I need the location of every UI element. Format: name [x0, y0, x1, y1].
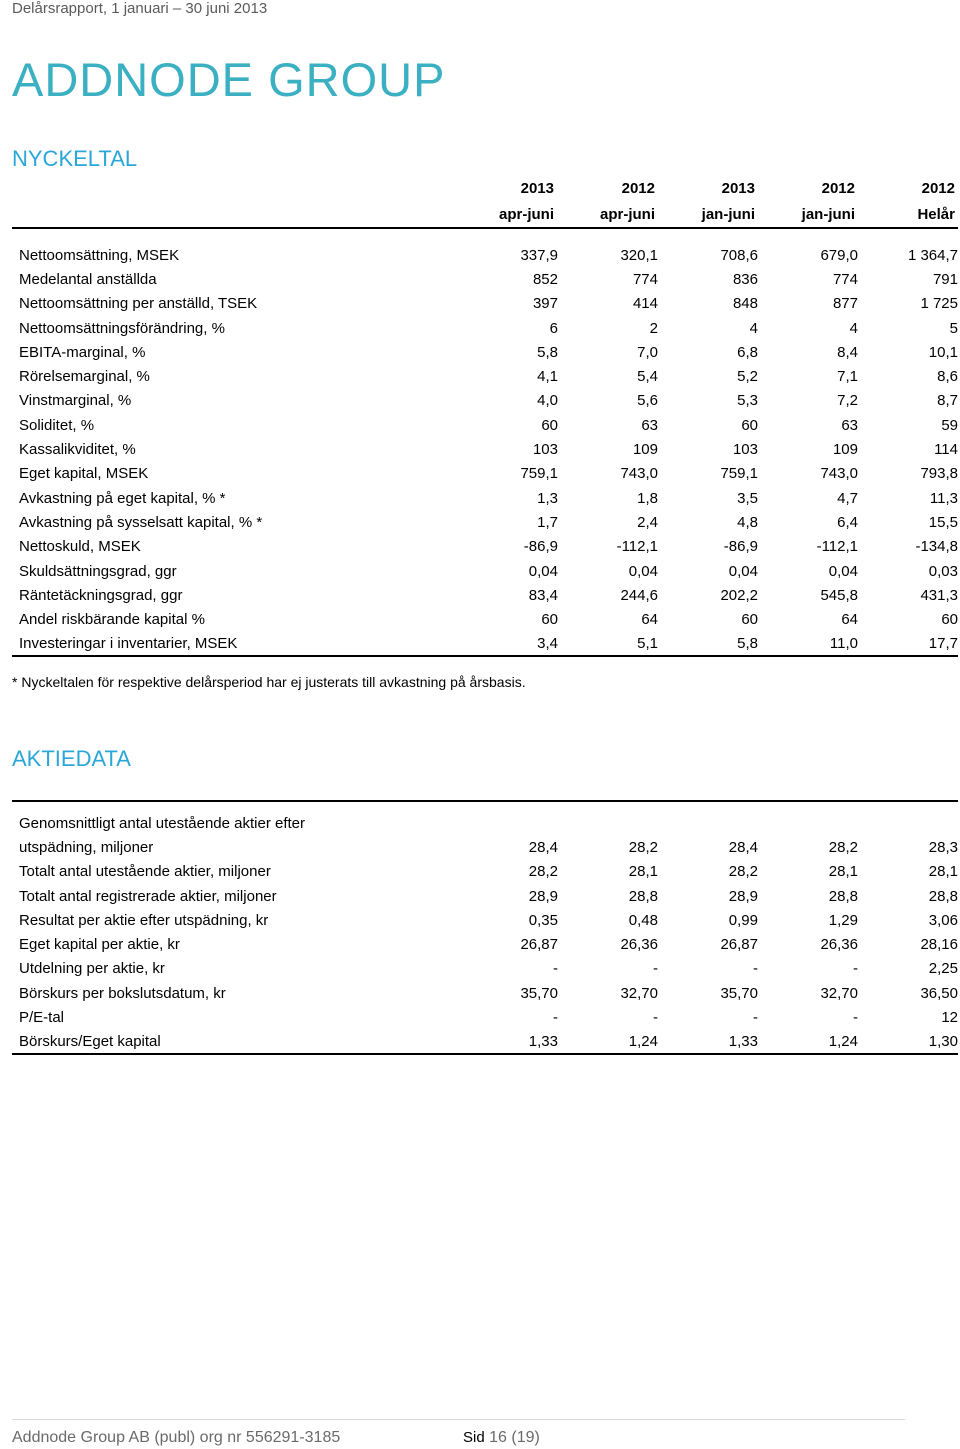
cell-value: 1,30	[928, 1033, 958, 1051]
cell-value: 64	[841, 611, 858, 629]
aktiedata-bottom-rule	[12, 1053, 958, 1055]
cell-value: -112,1	[616, 538, 658, 556]
cell-value: 28,2	[528, 863, 558, 881]
cell-value: 28,2	[828, 838, 858, 856]
row-label: Avkastning på eget kapital, % *	[19, 489, 226, 507]
table-row	[12, 811, 958, 835]
table-row	[12, 364, 958, 388]
row-label: Skuldsättningsgrad, ggr	[19, 562, 177, 580]
cell-value: -	[753, 960, 758, 978]
column-header	[0, 180, 960, 228]
cell-value: 28,2	[628, 838, 658, 856]
cell-value: 3,5	[737, 489, 758, 507]
cell-value: 28,8	[928, 887, 958, 905]
cell-value: -	[653, 960, 658, 978]
footer-rule	[12, 1419, 905, 1420]
row-label: Nettoomsättningsförändring, %	[19, 319, 225, 337]
cell-value: -86,9	[723, 538, 758, 556]
cell-value: 743,0	[820, 465, 858, 483]
cell-value: 60	[741, 611, 758, 629]
cell-value: 6,8	[737, 343, 758, 361]
cell-value: 774	[832, 270, 858, 288]
cell-value: 0,04	[728, 562, 758, 580]
column-year: 2013	[721, 180, 755, 197]
running-head: Delårsrapport, 1 januari – 30 juni 2013	[12, 0, 268, 17]
cell-value: 244,6	[620, 586, 658, 604]
cell-value: 60	[541, 611, 558, 629]
cell-value: 26,36	[820, 936, 858, 954]
cell-value: 28,8	[828, 887, 858, 905]
table-row	[12, 908, 958, 932]
row-label: Genomsnittligt antal utestående aktier efter	[19, 814, 305, 832]
table-row	[12, 316, 958, 340]
cell-value: 1,8	[637, 489, 658, 507]
cell-value: 1,24	[828, 1033, 858, 1051]
cell-value: 4,8	[737, 513, 758, 531]
cell-value: 28,1	[628, 863, 658, 881]
cell-value: 431,3	[920, 586, 958, 604]
cell-value: -86,9	[523, 538, 558, 556]
cell-value: 5,4	[637, 368, 658, 386]
table-row	[12, 860, 958, 884]
aktiedata-table	[12, 811, 958, 1054]
table-bottom-rule	[12, 655, 958, 657]
cell-value: 4,0	[537, 392, 558, 410]
cell-value: 1,3	[537, 489, 558, 507]
cell-value: 4	[849, 319, 858, 337]
cell-value: 6	[549, 319, 558, 337]
column-period: jan-juni	[801, 206, 855, 223]
row-label: Totalt antal registrerade aktier, miljoner	[19, 887, 277, 905]
cell-value: -	[853, 960, 858, 978]
cell-value: -134,8	[915, 538, 958, 556]
cell-value: 759,1	[720, 465, 758, 483]
row-label: Räntetäckningsgrad, ggr	[19, 586, 183, 604]
aktiedata-top-rule	[12, 800, 958, 802]
row-label: Medelantal anställda	[19, 270, 157, 288]
cell-value: 32,70	[620, 984, 658, 1002]
cell-value: 793,8	[920, 465, 958, 483]
row-label: Eget kapital per aktie, kr	[19, 936, 180, 954]
cell-value: 4	[749, 319, 758, 337]
cell-value: 32,70	[820, 984, 858, 1002]
cell-value: 28,9	[728, 887, 758, 905]
row-label: Nettoskuld, MSEK	[19, 538, 141, 556]
cell-value: 103	[732, 441, 758, 459]
cell-value: 60	[741, 416, 758, 434]
cell-value: 0,04	[528, 562, 558, 580]
cell-value: 397	[532, 295, 558, 313]
cell-value: 26,36	[620, 936, 658, 954]
cell-value: -	[553, 960, 558, 978]
cell-value: 5,6	[637, 392, 658, 410]
cell-value: 17,7	[928, 635, 958, 653]
page-label: Sid	[463, 1429, 485, 1446]
cell-value: 28,1	[828, 863, 858, 881]
cell-value: 8,4	[837, 343, 858, 361]
table-row	[12, 413, 958, 437]
row-label: Nettoomsättning, MSEK	[19, 246, 180, 264]
table-row	[12, 510, 958, 534]
cell-value: 60	[941, 611, 958, 629]
table-row	[12, 340, 958, 364]
column-period: Helår	[917, 206, 955, 223]
cell-value: 10,1	[928, 343, 958, 361]
table-row	[12, 607, 958, 631]
cell-value: 15,5	[928, 513, 958, 531]
cell-value: 5,1	[637, 635, 658, 653]
column-period: jan-juni	[701, 206, 755, 223]
row-label: Rörelsemarginal, %	[19, 368, 150, 386]
cell-value: 11,3	[929, 489, 958, 507]
cell-value: 1,7	[537, 513, 558, 531]
row-label: Utdelning per aktie, kr	[19, 960, 165, 978]
cell-value: 8,7	[937, 392, 958, 410]
section-title-nyckeltal: NYCKELTAL	[12, 146, 138, 171]
cell-value: 877	[832, 295, 858, 313]
row-label: Investeringar i inventarier, MSEK	[19, 635, 238, 653]
column-year: 2013	[520, 180, 554, 197]
cell-value: 7,0	[637, 343, 658, 361]
cell-value: 774	[632, 270, 658, 288]
footnote: * Nyckeltalen för respektive delårsperiod har ej justerats till avkastning på årsbasis.	[12, 674, 526, 690]
footer-company: Addnode Group AB (publ) org nr 556291-3185	[12, 1429, 341, 1446]
table-row	[12, 559, 958, 583]
row-label: P/E-tal	[19, 1009, 65, 1027]
cell-value: 109	[832, 441, 858, 459]
cell-value: 11,0	[829, 635, 858, 653]
cell-value: 320,1	[620, 246, 658, 264]
table-row	[12, 1005, 958, 1029]
row-label: Soliditet, %	[19, 416, 95, 434]
row-label: Andel riskbärande kapital %	[19, 611, 205, 629]
cell-value: 2,4	[637, 513, 658, 531]
cell-value: 759,1	[520, 465, 558, 483]
nyckeltal-table	[12, 243, 958, 656]
cell-value: 8,6	[937, 368, 958, 386]
row-label: Börskurs per bokslutsdatum, kr	[19, 984, 226, 1002]
cell-value: 708,6	[720, 246, 758, 264]
header-rule	[12, 227, 958, 229]
cell-value: 1,33	[728, 1033, 758, 1051]
footer-page-number	[463, 1429, 540, 1447]
cell-value: -112,1	[816, 538, 858, 556]
row-label: Resultat per aktie efter utspädning, kr	[19, 911, 269, 929]
cell-value: 4,1	[537, 368, 558, 386]
cell-value: 63	[841, 416, 858, 434]
column-year: 2012	[921, 180, 955, 197]
cell-value: 26,87	[720, 936, 758, 954]
cell-value: 83,4	[528, 586, 558, 604]
row-label: Kassalikviditet, %	[19, 441, 136, 459]
cell-value: 5,8	[737, 635, 758, 653]
table-row	[12, 243, 958, 267]
cell-value: 1 364,7	[907, 246, 958, 264]
cell-value: 63	[641, 416, 658, 434]
cell-value: 60	[541, 416, 558, 434]
table-row	[12, 981, 958, 1005]
cell-value: 35,70	[520, 984, 558, 1002]
cell-value: 7,2	[837, 392, 858, 410]
cell-value: 791	[932, 270, 958, 288]
cell-value: 1 725	[920, 295, 958, 313]
cell-value: 202,2	[720, 586, 758, 604]
table-row	[12, 632, 958, 656]
cell-value: 2,25	[928, 960, 958, 978]
cell-value: 6,4	[837, 513, 858, 531]
cell-value: 0,35	[528, 911, 558, 929]
cell-value: 28,4	[728, 838, 758, 856]
cell-value: 103	[532, 441, 558, 459]
cell-value: 5	[949, 319, 958, 337]
cell-value: 28,4	[528, 838, 558, 856]
row-label: Totalt antal utestående aktier, miljoner	[19, 863, 271, 881]
cell-value: 1,33	[528, 1033, 558, 1051]
cell-value: 5,2	[737, 368, 758, 386]
cell-value: 26,87	[520, 936, 558, 954]
cell-value: 3,4	[537, 635, 558, 653]
row-label: EBITA-marginal, %	[19, 343, 146, 361]
cell-value: 28,2	[728, 863, 758, 881]
cell-value: 1,24	[628, 1033, 658, 1051]
page-number: 16 (19)	[489, 1429, 540, 1446]
cell-value: 4,7	[837, 489, 858, 507]
cell-value: 1,29	[828, 911, 858, 929]
table-row	[12, 583, 958, 607]
cell-value: 3,06	[928, 911, 958, 929]
cell-value: 7,1	[837, 368, 858, 386]
row-label: Avkastning på sysselsatt kapital, % *	[19, 513, 263, 531]
row-label: Börskurs/Eget kapital	[19, 1033, 161, 1051]
cell-value: 5,8	[537, 343, 558, 361]
table-row	[12, 486, 958, 510]
cell-value: 35,70	[720, 984, 758, 1002]
cell-value: 679,0	[820, 246, 858, 264]
table-row	[12, 437, 958, 461]
table-row	[12, 1030, 958, 1054]
cell-value: 114	[934, 441, 958, 459]
column-year: 2012	[821, 180, 855, 197]
cell-value: 28,8	[628, 887, 658, 905]
table-row	[12, 884, 958, 908]
cell-value: 2	[649, 319, 658, 337]
cell-value: 0,04	[628, 562, 658, 580]
table-row	[12, 932, 958, 956]
cell-value: -	[753, 1009, 758, 1027]
cell-value: 5,3	[737, 392, 758, 410]
column-period: apr-juni	[499, 206, 554, 223]
cell-value: 545,8	[820, 586, 858, 604]
table-row	[12, 267, 958, 291]
cell-value: 109	[632, 441, 658, 459]
cell-value: 848	[732, 295, 758, 313]
cell-value: 0,99	[728, 911, 758, 929]
row-label: Eget kapital, MSEK	[19, 465, 149, 483]
cell-value: 836	[732, 270, 758, 288]
cell-value: 414	[632, 295, 658, 313]
row-label: Vinstmarginal, %	[19, 392, 132, 410]
cell-value: 852	[532, 270, 558, 288]
column-period: apr-juni	[600, 206, 655, 223]
company-logo: ADDNODE GROUP	[12, 53, 446, 106]
cell-value: 0,04	[828, 562, 858, 580]
cell-value: 59	[941, 416, 958, 434]
cell-value: 28,3	[928, 838, 958, 856]
row-label: utspädning, miljoner	[19, 838, 154, 856]
cell-value: 64	[641, 611, 658, 629]
column-year: 2012	[621, 180, 655, 197]
cell-value: 36,50	[920, 984, 958, 1002]
table-row	[12, 957, 958, 981]
table-row	[12, 292, 958, 316]
table-row	[12, 835, 958, 859]
cell-value: -	[653, 1009, 658, 1027]
cell-value: 28,9	[528, 887, 558, 905]
cell-value: 0,03	[928, 562, 958, 580]
cell-value: -	[853, 1009, 858, 1027]
cell-value: 337,9	[520, 246, 558, 264]
table-row	[12, 389, 958, 413]
cell-value: 28,1	[928, 863, 958, 881]
cell-value: 0,48	[628, 911, 658, 929]
cell-value: 743,0	[620, 465, 658, 483]
section-title-aktiedata: AKTIEDATA	[12, 746, 131, 771]
cell-value: 28,16	[920, 936, 958, 954]
table-row	[12, 535, 958, 559]
table-row	[12, 462, 958, 486]
cell-value: -	[553, 1009, 558, 1027]
cell-value: 12	[941, 1009, 958, 1027]
row-label: Nettoomsättning per anställd, TSEK	[19, 295, 258, 313]
